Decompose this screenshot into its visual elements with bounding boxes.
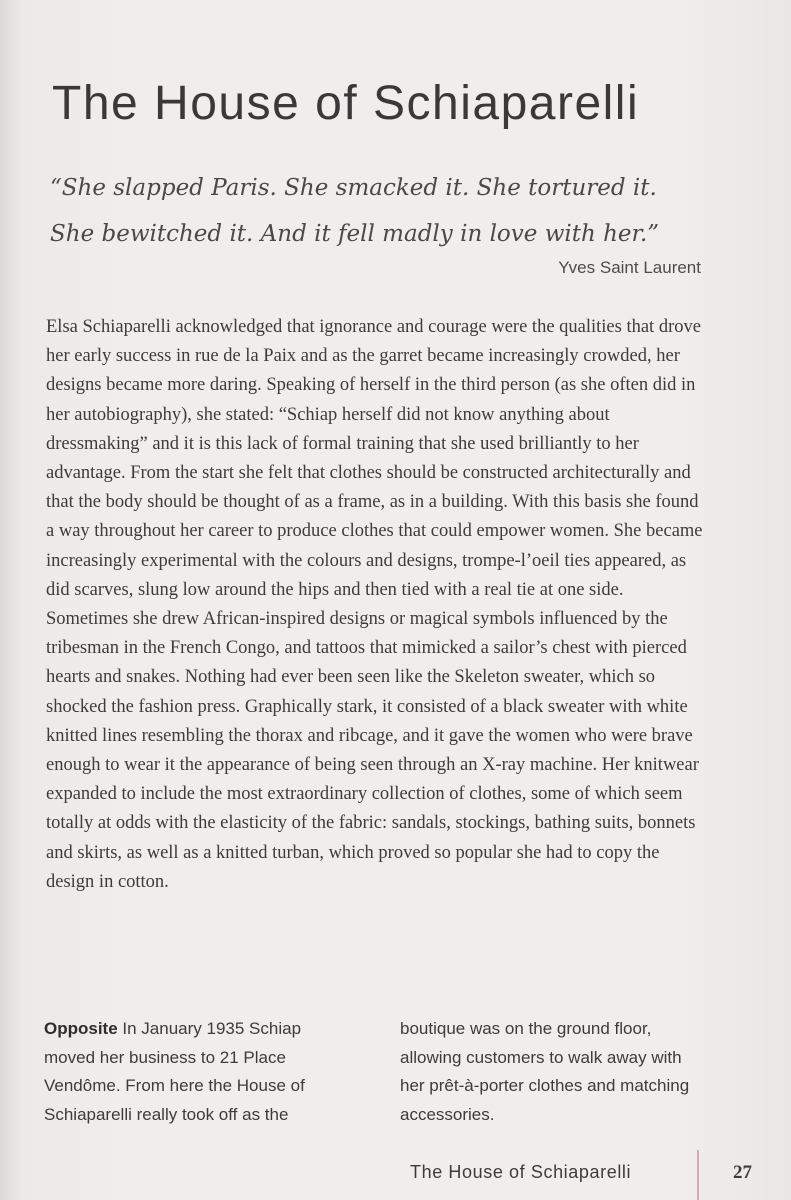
epigraph-author: Yves Saint Laurent — [558, 258, 701, 277]
footer-divider — [697, 1150, 699, 1200]
page-number: 27 — [733, 1162, 752, 1183]
epigraph-quote: “She slapped Paris. She smacked it. She tortured it. She bewitched it. And it fell madly in love with her.” — [50, 175, 660, 247]
caption-label: Opposite — [44, 1019, 118, 1038]
caption-text: In January 1935 Schiap moved her business to 21 Place Vendôme. From here the House of Schiaparelli really took off as the boutique was on the ground floor, allowing customers to walk away with her prêt-à-porter clothes and matching accessories. — [44, 1019, 690, 1124]
image-caption — [44, 1015, 694, 1129]
running-footer-title: The House of Schiaparelli — [410, 1162, 632, 1182]
body-paragraph: Elsa Schiaparelli acknowledged that ignorance and courage were the qualities that drove her early success in rue de la Paix and as the garret became increasingly crowded, her designs became more daring. Speaking of herself in the third person (as she often did in her autobiography), she stated: “Schiap herself did not know anything about dressmaking” and it is this lack of formal training that she used brilliantly to her advantage. From the start she felt that clothes should be constructed architecturally and that the body should be thought of as a frame, as in a building. With this basis she found a way throughout her career to produce clothes that could empower women. She became increasingly experimental with the colours and designs, trompe-l’oeil ties appeared, as did scarves, slung low around the hips and then tied with a real tie at one side. Sometimes she drew African-inspired designs or magical symbols influenced by the tribesman in the French Congo, and tattoos that mimicked a sailor’s chest with pierced hearts and snakes. Nothing had ever been seen like the Skeleton sweater, which so shocked the fashion press. Graphically stark, it consisted of a black sweater with white knitted lines resembling the thorax and ribcage, and it gave the women who were brave enough to wear it the appearance of being seen through an X-ray machine. Her knitwear expanded to include the most extraordinary collection of clothes, some of which seem totally at odds with the elasticity of the fabric: sandals, stockings, bathing suits, bonnets and skirts, as well as a knitted turban, which proved so popular she had to copy the design in cotton. — [46, 317, 703, 892]
chapter-title: The House of Schiaparelli — [52, 77, 640, 130]
